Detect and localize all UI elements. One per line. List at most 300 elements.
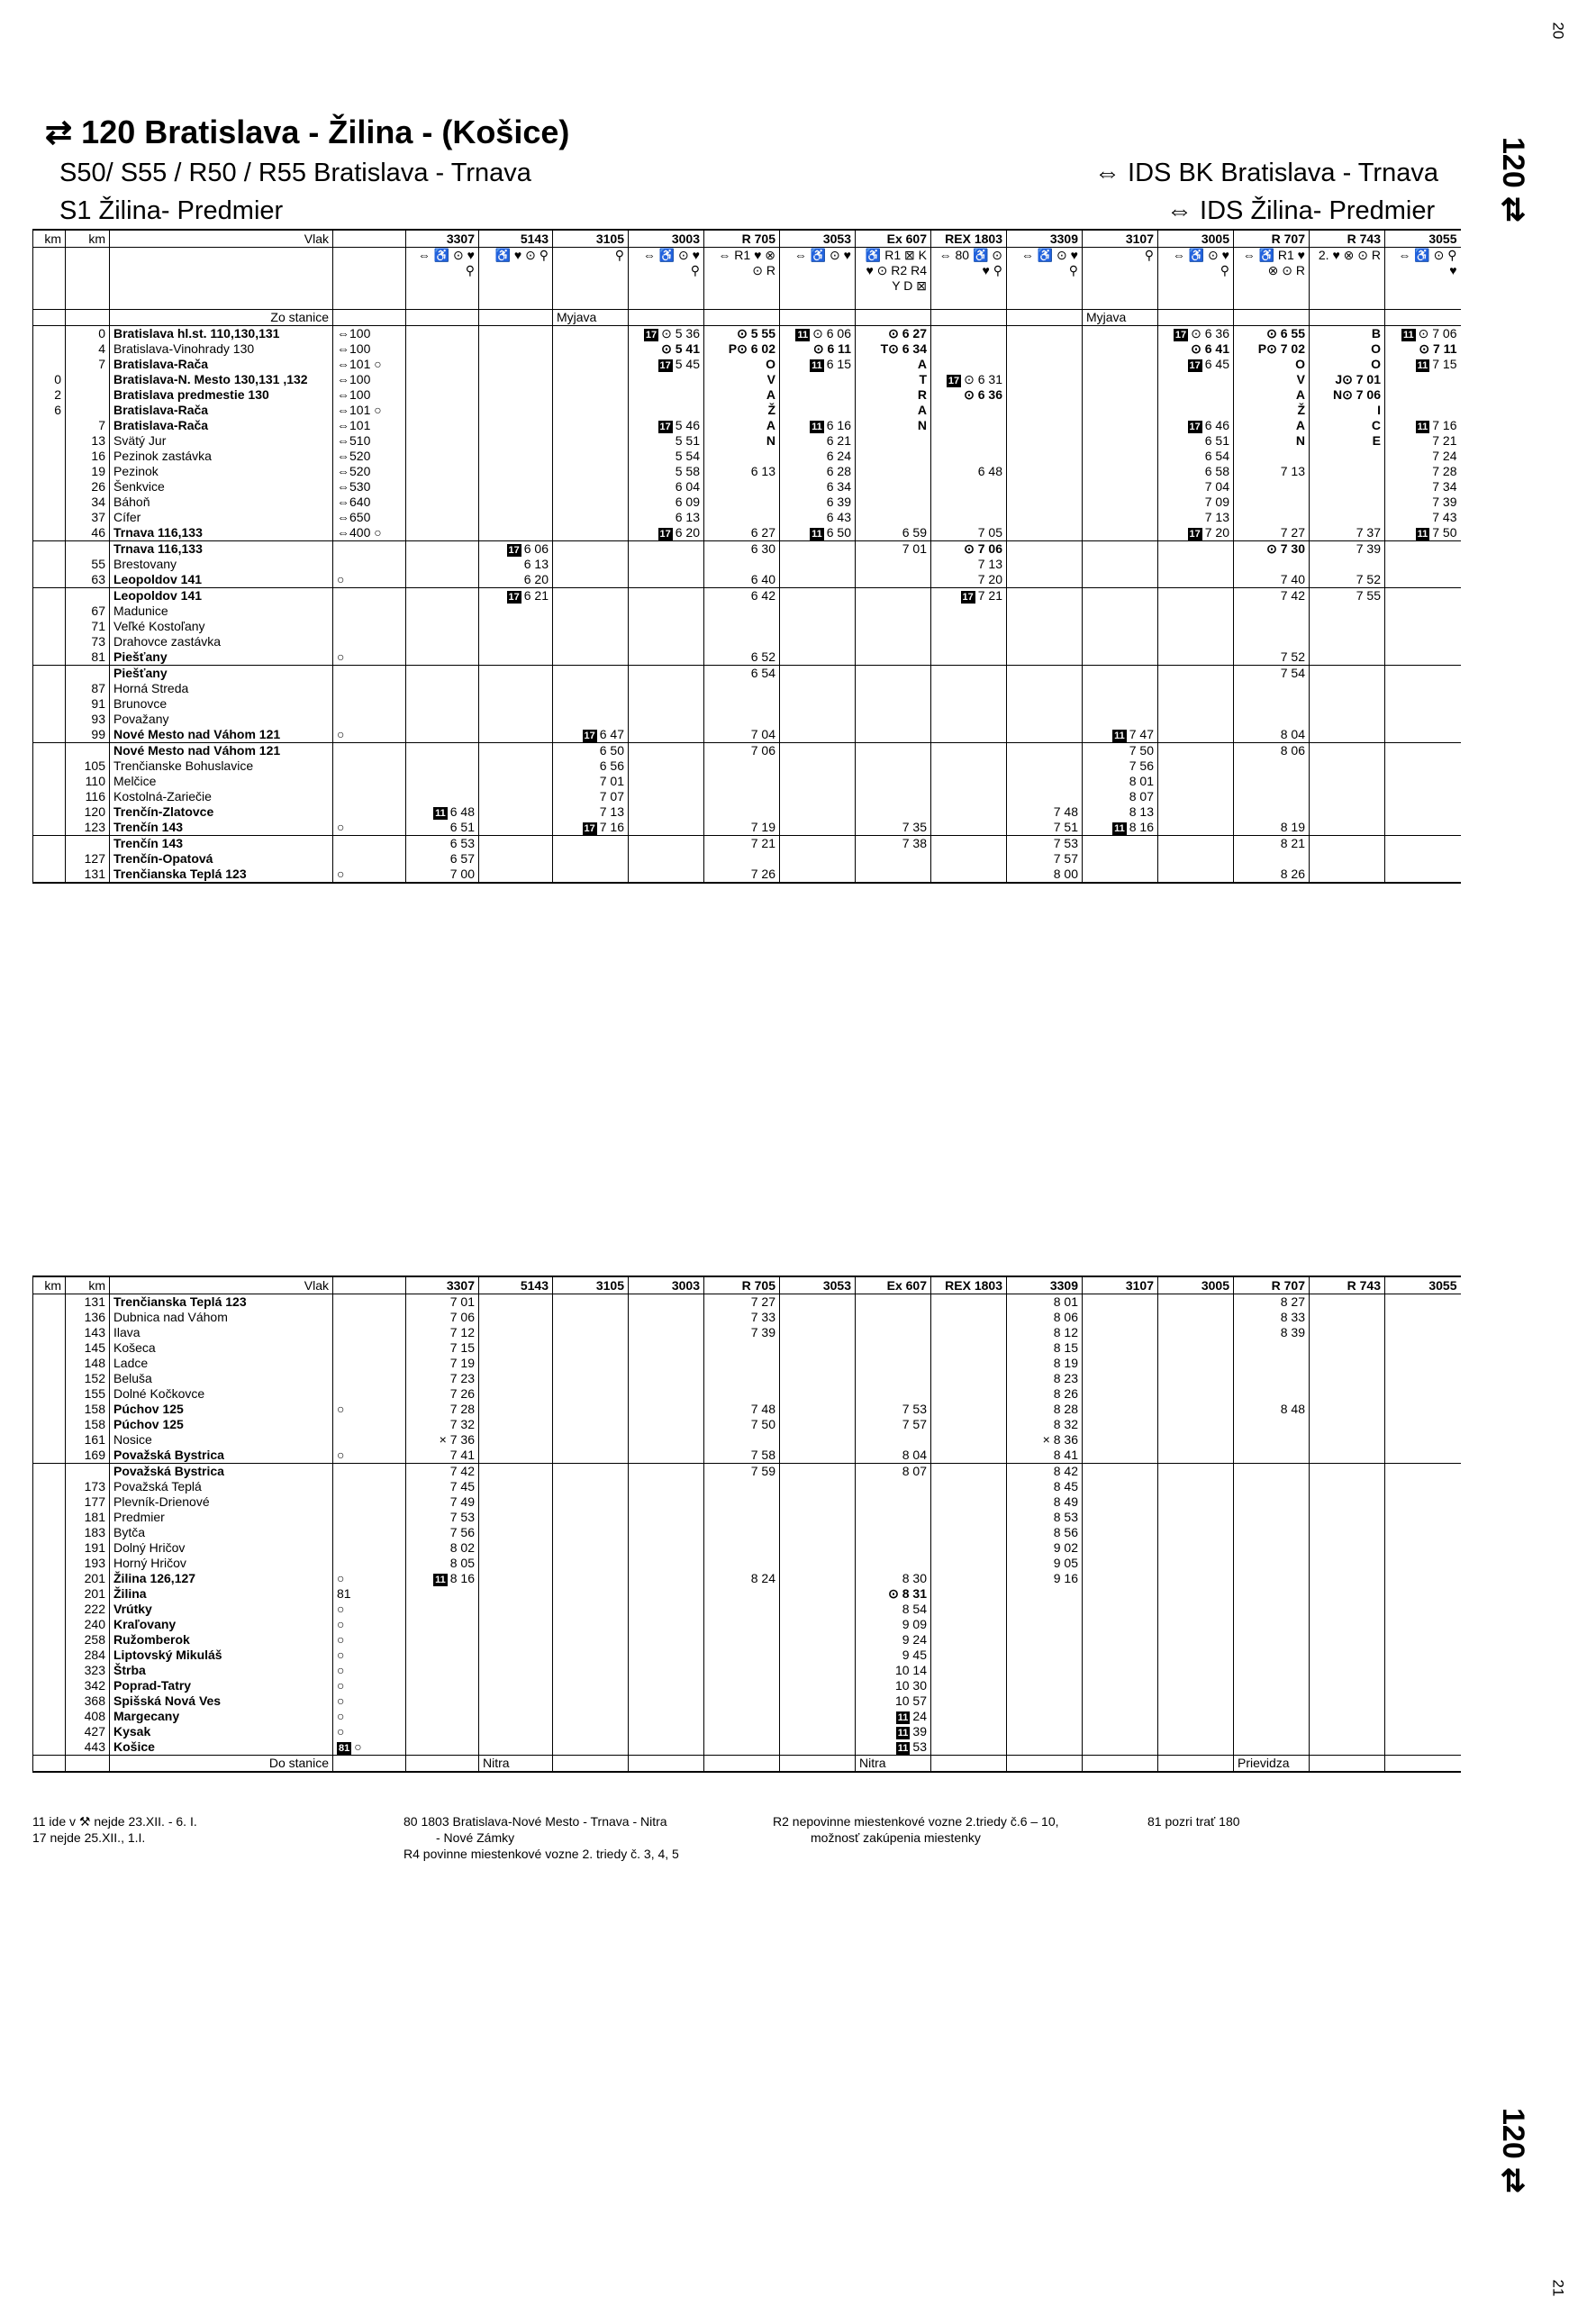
station-name: Dolný Hričov (110, 1540, 333, 1556)
time-cell (931, 449, 1007, 464)
time-cell (479, 449, 553, 464)
km-cell (33, 1402, 66, 1417)
km-cell (33, 525, 66, 541)
train-number: 3005 (1158, 1276, 1234, 1294)
time-cell: 7 04 (1158, 479, 1234, 495)
time-cell (1310, 1571, 1385, 1586)
station-name: Žilina (110, 1586, 333, 1602)
connection-info (333, 1540, 406, 1556)
time-cell (479, 1464, 553, 1480)
time-cell: 7 06 (406, 1310, 479, 1325)
time-cell: 8 28 (1007, 1402, 1083, 1417)
timetable-row (33, 1479, 1461, 1494)
time-cell (1007, 604, 1083, 619)
time-cell (479, 464, 553, 479)
time-cell (1007, 341, 1083, 357)
page-title: ⇄ 120 Bratislava - Žilina - (Košice) (45, 113, 570, 150)
time-cell (479, 479, 553, 495)
footnote-flag: 17 (1189, 422, 1201, 432)
time-cell (704, 1494, 780, 1510)
time-cell (406, 433, 479, 449)
train-number: 5143 (479, 230, 553, 248)
time-cell (1083, 634, 1158, 649)
destination-station (704, 1756, 780, 1773)
km-cell: 131 (66, 867, 110, 883)
connection-info (333, 588, 406, 604)
time-cell (479, 1556, 553, 1571)
time-cell (1083, 1571, 1158, 1586)
time-cell (406, 634, 479, 649)
time-cell: 7 50 (1083, 743, 1158, 759)
train-number: R 705 (704, 1276, 780, 1294)
km-cell (33, 510, 66, 525)
time-cell: Ž (704, 403, 780, 418)
time-cell (629, 804, 704, 820)
train-number: 3005 (1158, 230, 1234, 248)
time-cell (856, 1340, 931, 1356)
connection-info: ⇔100 (333, 372, 406, 387)
train-symbols: ⇔ ♿ ⊙ ♥ ⚲ (629, 248, 704, 310)
time-cell (1158, 1386, 1234, 1402)
time-cell (553, 403, 629, 418)
time-cell (479, 1663, 553, 1678)
km-cell: 0 (33, 372, 66, 387)
time-cell (1158, 851, 1234, 867)
time-cell: 7 39 (704, 1325, 780, 1340)
time-cell (1310, 1464, 1385, 1480)
time-cell: 7 33 (704, 1310, 780, 1325)
time-cell: 7 53 (856, 1402, 931, 1417)
time-cell (1234, 604, 1310, 619)
time-cell (1158, 604, 1234, 619)
time-cell: 8 19 (1234, 820, 1310, 836)
time-cell (931, 1724, 1007, 1739)
station-name: Štrba (110, 1663, 333, 1678)
time-cell (553, 681, 629, 696)
destination-station (1007, 1756, 1083, 1773)
km-cell (33, 774, 66, 789)
km-cell: 120 (66, 804, 110, 820)
time-cell (704, 1432, 780, 1448)
time-cell (931, 666, 1007, 682)
station-name: Svätý Jur (110, 433, 333, 449)
time-cell (931, 820, 1007, 836)
km-cell (33, 634, 66, 649)
time-cell (780, 1371, 856, 1386)
km-cell: 2 (33, 387, 66, 403)
time-cell (780, 666, 856, 682)
time-cell: A (856, 403, 931, 418)
timetable-row (33, 851, 1461, 867)
station-name: Košice (110, 1739, 333, 1756)
station-name: Piešťany (110, 649, 333, 666)
footnote-flag: 11 (1417, 529, 1428, 540)
time-cell (931, 1556, 1007, 1571)
time-cell: 8 42 (1007, 1464, 1083, 1480)
connection-info (333, 1340, 406, 1356)
connection-info: ○ (333, 867, 406, 883)
time-cell (1385, 1663, 1461, 1678)
time-cell (553, 1294, 629, 1311)
timetable-row (33, 649, 1461, 666)
connection-info (333, 541, 406, 558)
time-cell (479, 357, 553, 372)
time-cell: 6 27 (704, 525, 780, 541)
km-cell: 323 (66, 1663, 110, 1678)
time-cell (479, 1402, 553, 1417)
time-cell (1158, 372, 1234, 387)
time-cell (856, 433, 931, 449)
time-cell (1385, 403, 1461, 418)
time-cell (1007, 1602, 1083, 1617)
footnote-flag: 17 (659, 360, 671, 371)
time-cell (629, 1739, 704, 1756)
station-name: Bratislava-N. Mesto 130,131 ,132 (110, 372, 333, 387)
time-cell (1007, 357, 1083, 372)
time-cell (931, 1371, 1007, 1386)
time-cell (780, 557, 856, 572)
time-cell (780, 403, 856, 418)
time-cell (1385, 1571, 1461, 1586)
time-cell (931, 1525, 1007, 1540)
km-cell: 201 (66, 1571, 110, 1586)
time-cell (856, 1510, 931, 1525)
time-cell (780, 1663, 856, 1678)
destination-station: Nitra (856, 1756, 931, 1773)
km-cell: 152 (66, 1371, 110, 1386)
time-cell (553, 666, 629, 682)
time-cell (780, 619, 856, 634)
time-cell: 8 05 (406, 1556, 479, 1571)
footnote-flag: 17 (508, 592, 520, 603)
time-cell: 6 59 (856, 525, 931, 541)
time-cell (406, 1709, 479, 1724)
time-cell (553, 449, 629, 464)
time-cell: 7 53 (1007, 836, 1083, 852)
km-cell: 173 (66, 1479, 110, 1494)
train-number: 3053 (780, 230, 856, 248)
time-cell: 6 13 (629, 510, 704, 525)
time-cell (1083, 572, 1158, 588)
time-cell (629, 1325, 704, 1340)
time-cell (1007, 712, 1083, 727)
time-cell (931, 1510, 1007, 1525)
time-cell: 8 07 (1083, 789, 1158, 804)
time-cell: 6 56 (553, 758, 629, 774)
time-cell (1385, 1402, 1461, 1417)
time-cell: 7 23 (406, 1371, 479, 1386)
time-cell (1158, 1325, 1234, 1340)
time-cell (856, 681, 931, 696)
time-cell: 11 7 50 (1385, 525, 1461, 541)
km-cell: 127 (66, 851, 110, 867)
time-cell (629, 743, 704, 759)
km-cell (33, 1371, 66, 1386)
time-cell (704, 1724, 780, 1739)
time-cell (780, 867, 856, 883)
time-cell (479, 1586, 553, 1602)
time-cell (1007, 1739, 1083, 1756)
time-cell (1158, 1310, 1234, 1325)
timetable-row (33, 1571, 1461, 1586)
time-cell: 7 39 (1310, 541, 1385, 558)
time-cell (780, 1310, 856, 1325)
time-cell (1083, 1479, 1158, 1494)
time-cell (406, 525, 479, 541)
time-cell (479, 1632, 553, 1648)
train-number: R 743 (1310, 1276, 1385, 1294)
time-cell (479, 758, 553, 774)
time-cell (704, 1510, 780, 1525)
time-cell (1385, 1693, 1461, 1709)
time-cell (553, 604, 629, 619)
time-cell: 7 45 (406, 1479, 479, 1494)
time-cell (1083, 418, 1158, 433)
timetable-row (33, 1648, 1461, 1663)
time-cell (931, 604, 1007, 619)
time-cell (931, 1617, 1007, 1632)
train-symbols: ⇔ ♿ ⊙ ♥ ⚲ (1007, 248, 1083, 310)
station-name: Trenčianska Teplá 123 (110, 867, 333, 883)
km-cell: 148 (66, 1356, 110, 1371)
km-cell (33, 604, 66, 619)
time-cell: 8 19 (1007, 1356, 1083, 1371)
time-cell: ⊙ 6 36 (931, 387, 1007, 403)
km-cell: 161 (66, 1432, 110, 1448)
footnote-flag: 11 (435, 1575, 446, 1585)
km-cell: 222 (66, 1602, 110, 1617)
time-cell (1310, 1525, 1385, 1540)
km-cell (33, 1709, 66, 1724)
time-cell (1007, 666, 1083, 682)
time-cell: 8 41 (1007, 1448, 1083, 1464)
station-name: Nové Mesto nad Váhom 121 (110, 727, 333, 743)
time-cell (1310, 1386, 1385, 1402)
footnote-flag: 11 (812, 360, 822, 371)
station-name: Ružomberok (110, 1632, 333, 1648)
connection-info: ○ (333, 1663, 406, 1678)
time-cell (406, 449, 479, 464)
timetable-row (33, 1310, 1461, 1325)
time-cell (1083, 1356, 1158, 1371)
time-cell: 7 53 (406, 1510, 479, 1525)
time-cell: 7 13 (553, 804, 629, 820)
timetable-row (33, 1464, 1461, 1480)
station-name: Spišská Nová Ves (110, 1693, 333, 1709)
footnote-flag: 11 (897, 1743, 909, 1754)
time-cell (1158, 1678, 1234, 1693)
time-cell (780, 649, 856, 666)
time-cell: 6 42 (704, 588, 780, 604)
note-r4: R4 povinne miestenkové vozne 2. triedy č. 3, 4, 5 (404, 1847, 679, 1861)
km-cell: 177 (66, 1494, 110, 1510)
time-cell (1158, 1494, 1234, 1510)
time-cell: 17 7 20 (1158, 525, 1234, 541)
footnote-flag: 17 (1189, 360, 1201, 371)
time-cell (931, 479, 1007, 495)
timetable-row (33, 1678, 1461, 1693)
time-cell (479, 1432, 553, 1448)
connection-info: ○ (333, 1693, 406, 1709)
connection-info (333, 1494, 406, 1510)
time-cell: 7 39 (1385, 495, 1461, 510)
time-cell: 6 39 (780, 495, 856, 510)
time-cell (479, 1525, 553, 1540)
time-cell (1385, 1602, 1461, 1617)
time-cell (629, 1356, 704, 1371)
time-cell (553, 1709, 629, 1724)
connection-info (333, 666, 406, 682)
time-cell (780, 1586, 856, 1602)
time-cell (1310, 1371, 1385, 1386)
km-cell (33, 712, 66, 727)
time-cell (1385, 804, 1461, 820)
connection-info (333, 604, 406, 619)
time-cell (1310, 619, 1385, 634)
time-cell: 7 56 (406, 1525, 479, 1540)
time-cell: 8 49 (1007, 1494, 1083, 1510)
note-80: 80 1803 Bratislava-Nové Mesto - Trnava - Nitra (404, 1814, 667, 1829)
time-cell (1083, 696, 1158, 712)
time-cell (1083, 449, 1158, 464)
time-cell (479, 604, 553, 619)
time-cell (1007, 557, 1083, 572)
station-name: Púchov 125 (110, 1402, 333, 1417)
time-cell (704, 1663, 780, 1678)
time-cell: 11 ⊙ 7 06 (1385, 326, 1461, 342)
time-cell (1385, 1325, 1461, 1340)
time-cell (1158, 588, 1234, 604)
station-name: Horná Streda (110, 681, 333, 696)
time-cell (856, 1432, 931, 1448)
time-cell (479, 326, 553, 342)
time-cell (629, 774, 704, 789)
time-cell (479, 403, 553, 418)
time-cell (553, 1356, 629, 1371)
km-cell: 181 (66, 1510, 110, 1525)
subtitle-line-2: S1 Žilina- Predmier (59, 196, 284, 225)
time-cell (856, 1479, 931, 1494)
dest-spacer (33, 1756, 66, 1773)
time-cell (1083, 326, 1158, 342)
destination-station (1158, 1756, 1234, 1773)
time-cell (629, 820, 704, 836)
timetable-row (33, 758, 1461, 774)
time-cell (479, 1448, 553, 1464)
time-cell: ⊙ 8 31 (856, 1586, 931, 1602)
time-cell (931, 836, 1007, 852)
time-cell (1234, 681, 1310, 696)
time-cell (479, 789, 553, 804)
km-header: km (66, 230, 110, 248)
time-cell (1158, 804, 1234, 820)
km-header: km (66, 1276, 110, 1294)
time-cell (931, 1648, 1007, 1663)
time-cell (1158, 1602, 1234, 1617)
connection-info (333, 1525, 406, 1540)
origin-station (780, 310, 856, 326)
time-cell (1385, 1464, 1461, 1480)
time-cell (1158, 1510, 1234, 1525)
km-cell (33, 758, 66, 774)
time-cell (629, 1340, 704, 1356)
origin-station (704, 310, 780, 326)
time-cell (553, 1464, 629, 1480)
km-cell: 110 (66, 774, 110, 789)
time-cell: 8 27 (1234, 1294, 1310, 1311)
connection-info (333, 774, 406, 789)
connection-info: ⇔510 (333, 433, 406, 449)
km-cell (66, 541, 110, 558)
time-cell: T (856, 372, 931, 387)
time-cell (1083, 1464, 1158, 1480)
time-cell (406, 464, 479, 479)
time-cell (406, 387, 479, 403)
time-cell (931, 341, 1007, 357)
time-cell (1310, 820, 1385, 836)
km-cell (33, 1617, 66, 1632)
note-r2: R2 nepovinne miestenkové vozne 2.triedy č.6 – 10, (773, 1814, 1059, 1829)
timetable-row (33, 403, 1461, 418)
time-cell (406, 774, 479, 789)
time-cell (1234, 804, 1310, 820)
time-cell: 8 32 (1007, 1417, 1083, 1432)
time-cell (1083, 712, 1158, 727)
timetable-row (33, 1709, 1461, 1724)
timetable-row (33, 867, 1461, 883)
connection-info (333, 1356, 406, 1371)
time-cell (780, 1556, 856, 1571)
time-cell: 8 01 (1083, 774, 1158, 789)
time-cell (1007, 403, 1083, 418)
time-cell: 7 57 (856, 1417, 931, 1432)
time-cell: N (856, 418, 931, 433)
train-number: 3003 (629, 230, 704, 248)
time-cell: V (1234, 372, 1310, 387)
km-cell (66, 403, 110, 418)
time-cell: E (1310, 433, 1385, 449)
time-cell (856, 1294, 931, 1311)
time-cell: 8 12 (1007, 1325, 1083, 1340)
time-cell (1310, 1540, 1385, 1556)
time-cell: 7 26 (406, 1386, 479, 1402)
time-cell: 6 52 (704, 649, 780, 666)
time-cell (1234, 1448, 1310, 1464)
time-cell (1310, 1602, 1385, 1617)
time-cell: 6 28 (780, 464, 856, 479)
footnote-flag: 11 (812, 529, 822, 540)
timetable-row (33, 572, 1461, 588)
train-number: 3053 (780, 1276, 856, 1294)
time-cell (931, 712, 1007, 727)
time-cell (931, 804, 1007, 820)
time-cell (479, 836, 553, 852)
km-cell: 158 (66, 1417, 110, 1432)
time-cell (553, 1586, 629, 1602)
connection-info (333, 1386, 406, 1402)
time-cell (1310, 1693, 1385, 1709)
time-cell (931, 789, 1007, 804)
time-cell (1007, 649, 1083, 666)
time-cell: 7 50 (704, 1417, 780, 1432)
destination-station (780, 1756, 856, 1773)
time-cell (479, 851, 553, 867)
connection-info: ○ (333, 1448, 406, 1464)
station-name: Pezinok zastávka (110, 449, 333, 464)
time-cell (479, 1678, 553, 1693)
time-cell (553, 1632, 629, 1648)
time-cell (1310, 1739, 1385, 1756)
